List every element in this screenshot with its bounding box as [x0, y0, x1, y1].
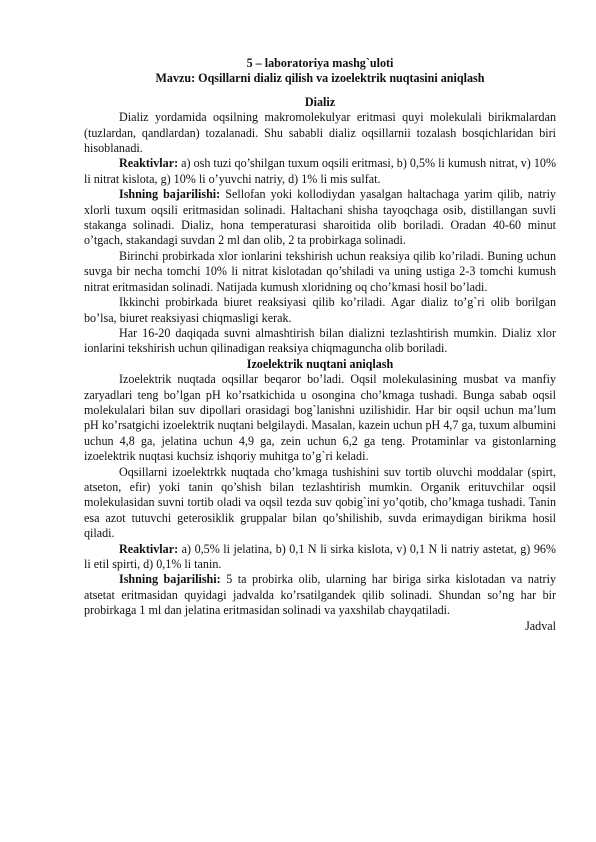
procedure-label: Ishning bajarilishi:	[119, 572, 221, 587]
reagents-text: a) osh tuzi qo’shilgan tuxum oqsili eritmasi, b) 0,5% li kumush nitrat, v) 10% li nitrat kislota, g) 10% li o’yuvchi natriy, d) 1% li mis sulfat.	[84, 156, 557, 186]
reagents-text: a) 0,5% li jelatina, b) 0,1 N li sirka kislota, v) 0,1 N li natriy astetat, g) 96% li etil spirti, d) 0,1% li tanin.	[84, 541, 556, 571]
procedure-text: 5 ta probirka olib, ularning har biriga sirka kislotadan va natriy atsetat eritmasidan quyidagi jadvalda ko’rsatilgandek qilib solinadi. Shundan so’ng har bir probirkaga 1 ml dan jelatina eritmasidan solinadi va yaxshilab chayqatiladi.	[84, 572, 556, 618]
reagents-paragraph	[84, 542, 556, 573]
paragraph: Oqsillarni izoelektrkk nuqtada cho’kmaga tushishini suv tortib oluvchi moddalar (spirt, atseton, efir) yoki tanin qo’shish bilan tezlashtirish mumkin. Organik erituvchilar oqsil molekulasidan suvni tortib oladi va oqsil tezda suv qobig`ini yo’qotib, cho’kmaga tushadi. Tanin esa azot tutuvchi geterosiklik gruppalar bilan qo’shilishib, suvda erimaydigan birikma hosil qiladi.	[84, 464, 556, 541]
table-caption: Jadval	[525, 618, 556, 633]
section-heading-dializ: Dializ	[304, 94, 336, 109]
paragraph: Har 16-20 daqiqada suvni almashtirish bilan dializni tezlashtirish mumkin. Dializ xlor ionlarini tekshirish uchun qilinadigan reaksiya chiqmaguncha olib boriladi.	[84, 325, 556, 356]
lab-title: 5 – laboratoriya mashg`uloti	[246, 56, 394, 70]
procedure-paragraph	[84, 187, 556, 249]
lab-subtitle: Mavzu: Oqsillarni dializ qilish va izoelektrik nuqtasini aniqlash	[155, 71, 485, 86]
reagents-label: Reaktivlar:	[119, 156, 179, 171]
procedure-label: Ishning bajarilishi:	[119, 187, 221, 202]
paragraph: Dializ yordamida oqsilning makromolekulyar eritmasi quyi molekulali birikmalardan (tuzlardan, qandlardan) tozalanadi. Shu sababli dializ oqsillarnii tozalash bosqichlaridan biri hisoblanadi.	[84, 110, 556, 156]
section-heading-izoelektrik: Izoelektrik nuqtani aniqlash	[246, 356, 394, 371]
procedure-text: Sellofan yoki kollodiydan yasalgan haltachaga yarim qilib, natriy xlorli tuxum oqsili eritmasidan solinadi. Haltachani shisha tayoqchaga osib, distillangan suvli stakanga solinadi. Dializ, hona temperaturasi sharoitida olib boriladi. Oradan 40-60 minut o’tgach, stakandagi suvdan 2 ml dan olib, 2 ta probirkaga solinadi.	[84, 187, 556, 248]
paragraph: Ikkinchi probirkada biuret reaksiyasi qilib ko’riladi. Agar dializ to’g`ri olib borilgan bo’lsa, biuret reaksiyasi chiqmasligi kerak.	[84, 295, 556, 325]
reagents-paragraph	[84, 156, 556, 187]
paragraph: Birinchi probirkada xlor ionlarini tekshirish uchun reaksiya qilib ko’riladi. Buning uchun suvga bir necha tomchi 10% li nitrat kislotadan qo’shiladi va uning ustiga 2-3 tomchi kumush nitrat eritmasidan solinadi. Natijada kumush xloridning oq cho’kmasi hosil bo’ladi.	[84, 248, 556, 294]
reagents-label: Reaktivlar:	[119, 541, 179, 556]
procedure-paragraph	[84, 572, 556, 618]
paragraph: Izoelektrik nuqtada oqsillar beqaror bo’ladi. Oqsil molekulasining musbat va manfiy zaryadlari teng bo’lgan pH ko’rsatkichida u osongina cho’kmaga tushadi. Bunga sabab oqsil molekulalari bilan suv dipollari orasidagi bog`lanishni uzilishidir. Har bir oqsil uchun ma’lum pH ko’rsatgichi izoelektrik nuqtani belgilaydi. Masalan, kazein uchun pH 4,7 ga, tuxum albumini uchun 4,8 ga, jelatina uchun 4,9 ga, zein uchun 6,2 ga teng. Protaminlar va gistonlarning izoelektrik nuqtasi kuchsiz ishqoriy muhitga to’g`ri keladi.	[84, 372, 556, 464]
